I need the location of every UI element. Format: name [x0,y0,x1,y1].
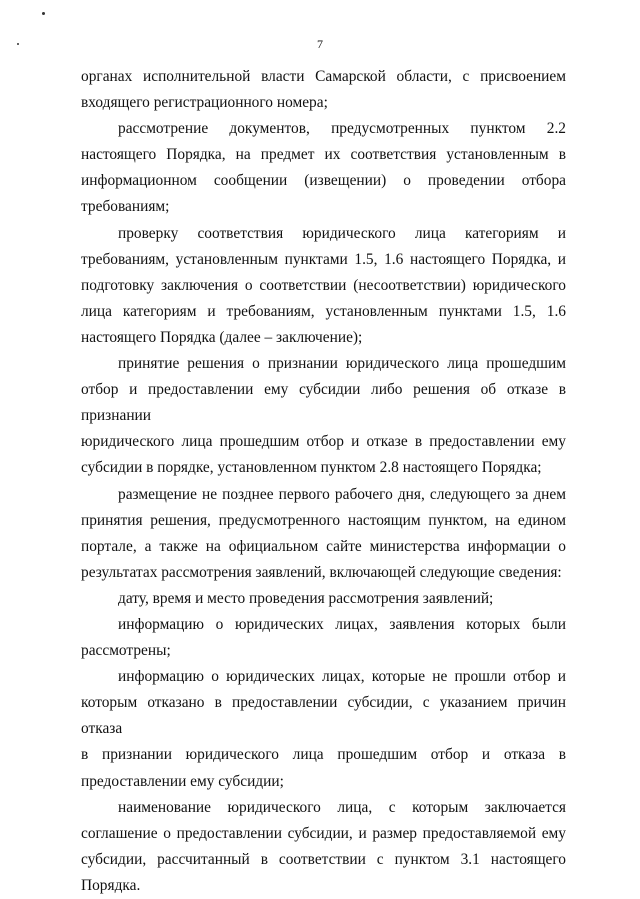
text-line: настоящего Порядка, на предмет их соответствия установленным в [81,146,566,164]
text-line: лица категориям и требованиям, установленным пунктами 1.5, 1.6 [81,302,566,320]
text-line: органах исполнительной власти Самарской области, с присвоением [81,68,566,85]
paragraph [81,586,566,612]
text-line: соглашение о предоставлении субсидии, и размер предоставляемой ему [81,824,566,842]
paragraph [81,664,566,794]
scan-speck [42,12,45,15]
text-line: рассмотрены; [81,642,171,660]
text-line: требованиям, установленным пунктами 1.5, 1.6 настоящего Порядка, и [81,250,566,268]
text-line: входящего регистрационного номера; [81,94,328,112]
text-line: размещение не позднее первого рабочего дня, следующего за днем [118,485,566,503]
paragraph [81,221,566,351]
text-line: Порядка. [81,876,141,894]
text-line: отбор и предоставлении ему субсидии либо решения об отказе в признании [81,381,566,425]
text-line: подготовку заключения о соответствии (несоответствии) юридического [81,276,566,294]
text-line: предоставлении ему субсидии; [81,772,284,790]
paragraph [81,795,566,899]
text-line: рассмотрение документов, предусмотренных пунктом 2.2 [118,120,566,138]
paragraph [81,351,566,481]
text-line: информацию о юридических лицах, которые не прошли отбор и [118,668,566,686]
text-line: дату, время и место проведения рассмотрения заявлений; [118,589,494,607]
text-line: субсидии, рассчитанный в соответствии с пунктом 3.1 настоящего [81,850,566,868]
text-line: наименование юридического лица, с которым заключается [118,798,566,816]
text-line: настоящего Порядка (далее – заключение); [81,328,363,346]
text-line: результатах рассмотрения заявлений, включающей следующие сведения: [81,563,562,581]
paragraph [81,116,566,220]
text-line: информационном сообщении (извещении) о проведении отбора [81,172,566,190]
text-line: принятия решения, предусмотренного настоящим пунктом, на едином [81,511,566,529]
text-line: требованиям; [81,198,170,216]
paragraph [81,64,566,116]
text-line: проверку соответствия юридического лица категориям и [118,224,566,242]
text-line: портале, а также на официальном сайте министерства информации о [81,537,566,555]
paragraph [81,482,566,586]
text-line: субсидии в порядке, установленном пунктом 2.8 настоящего Порядка; [81,459,542,477]
text-line: юридического лица прошедшим отбор и отказе в предоставлении ему [81,433,566,451]
page-number: 7 [317,37,323,51]
paragraph [81,612,566,664]
body-text [81,64,566,899]
text-line: которым отказано в предоставлении субсидии, с указанием причин отказа [81,694,566,738]
text-line: принятие решения о признании юридического лица прошедшим [118,355,566,373]
text-line: в признании юридического лица прошедшим отбор и отказа в [81,746,566,764]
text-line: информацию о юридических лицах, заявления которых были [118,615,566,633]
